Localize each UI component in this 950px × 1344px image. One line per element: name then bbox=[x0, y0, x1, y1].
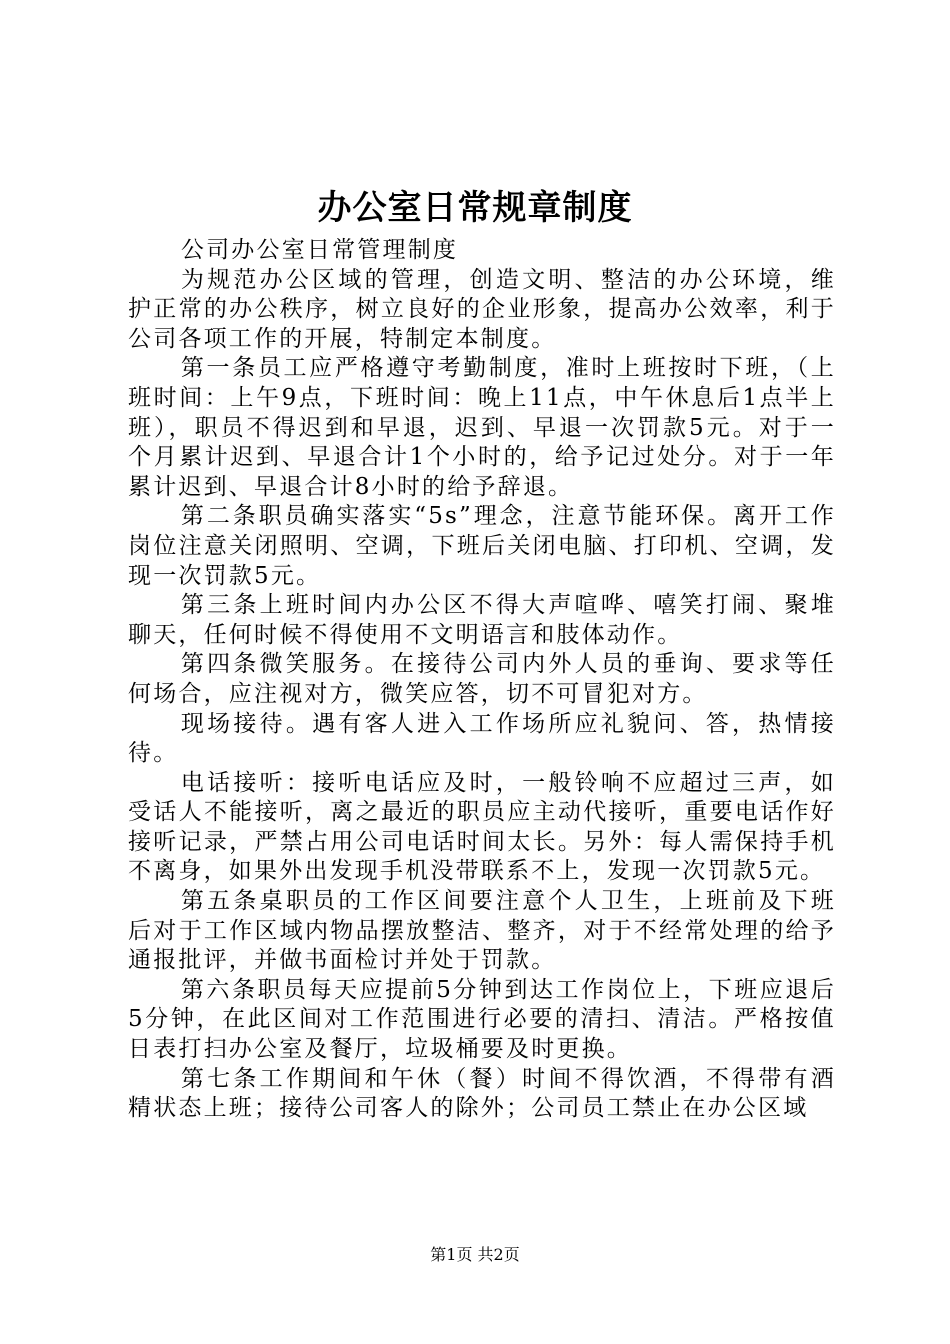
document-title: 办公室日常规章制度 bbox=[317, 188, 633, 228]
section-heading: 公司办公室日常管理制度 bbox=[180, 237, 459, 263]
page-footer: 第1页 共2页 bbox=[430, 1245, 520, 1264]
paragraph-article-2: 第二条职员确实落实“5s”理念，注意节能环保。离开工作岗位注意关闭照明、空调，下班后关闭电脑、打印机、空调，发现一次罚款5元。 bbox=[128, 503, 836, 589]
paragraph-article-7: 第七条工作期间和午休（餐）时间不得饮酒，不得带有酒精状态上班；接待公司客人的除外；公司员工禁止在办公区域 bbox=[128, 1065, 836, 1122]
paragraph-article-4: 第四条微笑服务。在接待公司内外人员的垂询、要求等任何场合，应注视对方，微笑应答，切不可冒犯对方。 bbox=[128, 651, 836, 707]
paragraph-article-1: 第一条员工应严格遵守考勤制度，准时上班按时下班，（上班时间：上午9点，下班时间：晚上11点，中午休息后1点半上班），职员不得迟到和早退，迟到、早退一次罚款5元。对于一个月累计迟到、早退合计1个小时的，给予记过处分。对于一年累计迟到、早退合计8小时的给予辞退。 bbox=[128, 355, 836, 500]
paragraph-article-6: 第六条职员每天应提前5分钟到达工作岗位上，下班应退后5分钟，在此区间对工作范围进行必要的清扫、清洁。严格按值日表打扫办公室及餐厅，垃圾桶要及时更换。 bbox=[128, 976, 836, 1063]
document-body bbox=[128, 236, 836, 1124]
paragraph-reception: 现场接待。遇有客人进入工作场所应礼貌问、答，热情接待。 bbox=[128, 710, 836, 767]
paragraph-intro: 为规范办公区域的管理，创造文明、整洁的办公环境，维护正常的办公秩序，树立良好的企业形象，提高办公效率，利于公司各项工作的开展，特制定本制度。 bbox=[128, 266, 836, 352]
paragraph-article-3: 第三条上班时间内办公区不得大声喧哗、嘻笑打闹、聚堆聊天，任何时候不得使用不文明语言和肢体动作。 bbox=[128, 592, 836, 648]
paragraph-phone: 电话接听：接听电话应及时，一般铃响不应超过三声，如受话人不能接听，离之最近的职员应主动代接听，重要电话作好接听记录，严禁占用公司电话时间太长。另外：每人需保持手机不离身，如果外出发现手机没带联系不上，发现一次罚款5元。 bbox=[128, 769, 836, 885]
paragraph-article-5: 第五条桌职员的工作区间要注意个人卫生，上班前及下班后对于工作区域内物品摆放整洁、整齐，对于不经常处理的给予通报批评，并做书面检讨并处于罚款。 bbox=[128, 888, 836, 974]
